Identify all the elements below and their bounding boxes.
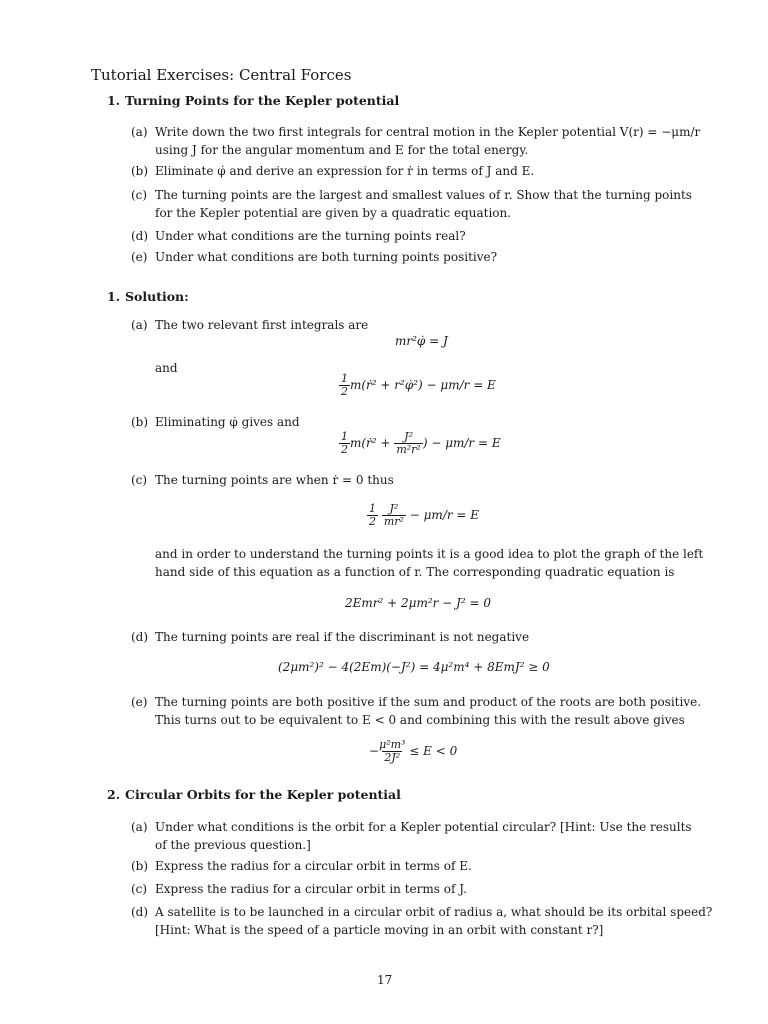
item-label: (d) [131, 905, 149, 919]
item-text: and [155, 361, 178, 375]
item-text: Write down the two first integrals for central motion in the Kepler potential V(r) = −μm/r [155, 125, 701, 139]
item-text: Eliminating φ̇ gives and [155, 415, 300, 429]
section1-number: 1. [107, 93, 121, 108]
item-text: Eliminate φ̇ and derive an expression for ṙ in terms of J and E. [155, 164, 535, 178]
page-title: Tutorial Exercises: Central Forces [91, 66, 352, 84]
item-label: (a) [131, 318, 148, 332]
item-text: [Hint: What is the speed of a particle moving in an orbit with constant r?] [155, 923, 604, 937]
item-label: (c) [131, 188, 148, 202]
equation: $\frac{1}{2}$ m(ṙ² + $\frac{\text{J²}}{\text{m²r²}}$ ) − μm/r = E [341, 430, 501, 456]
equation: $\frac{1}{2}$ $\frac{\text{J²}}{\text{mr²}}$ − μm/r = E [369, 502, 480, 528]
equation: 2Emr² + 2μm²r − J² = 0 [345, 596, 491, 610]
item-text: Express the radius for a circular orbit in terms of J. [155, 882, 467, 896]
item-label: (c) [131, 882, 148, 896]
section2-number: 2. [107, 787, 121, 802]
item-label: (c) [131, 473, 148, 487]
fraction: $\frac{1}{2}$ [369, 502, 376, 528]
item-label: (b) [131, 859, 149, 873]
item-text: The turning points are real if the discriminant is not negative [155, 630, 530, 644]
item-label: (b) [131, 164, 149, 178]
item-label: (e) [131, 695, 148, 709]
item-text: The turning points are both positive if the sum and product of the roots are both positive. [155, 695, 702, 709]
fraction: $\frac{1}{2}$ [341, 372, 348, 398]
solution-number: 1. [107, 289, 121, 304]
solution-heading: Solution: [125, 289, 189, 304]
item-text: of the previous question.] [155, 838, 311, 852]
item-text: and in order to understand the turning points it is a good idea to plot the graph of the left [155, 547, 704, 561]
equation: $\frac{1}{2}$ m(ṙ² + r²φ̇²) − μm/r = E [341, 372, 496, 398]
item-text: Under what conditions is the orbit for a Kepler potential circular? [Hint: Use the results [155, 820, 692, 834]
item-label: (d) [131, 630, 149, 644]
item-text: Express the radius for a circular orbit in terms of E. [155, 859, 472, 873]
fraction: $\frac{1}{2}$ [341, 430, 348, 456]
item-text: Under what conditions are the turning points real? [155, 229, 466, 243]
fraction: $\frac{\text{J²}}{\text{m²r²}}$ [396, 430, 421, 456]
fraction: $\frac{\text{J²}}{\text{mr²}}$ [383, 502, 404, 528]
item-label: (e) [131, 250, 148, 264]
item-label: (b) [131, 415, 149, 429]
item-text: using J for the angular momentum and E for the total energy. [155, 143, 529, 157]
item-text: for the Kepler potential are given by a quadratic equation. [155, 206, 512, 220]
item-text: hand side of this equation as a function of r. The corresponding quadratic equation is [155, 565, 675, 579]
item-text: Under what conditions are both turning points positive? [155, 250, 498, 264]
fraction: $\frac{\text{μ²m³}}{\text{2J²}}$ [379, 738, 406, 764]
section1-heading: Turning Points for the Kepler potential [125, 93, 400, 108]
item-text: The two relevant first integrals are [155, 318, 369, 332]
item-text: A satellite is to be launched in a circular orbit of radius a, what should be its orbital speed? [155, 905, 713, 919]
page-number: 17 [377, 973, 393, 987]
item-text: The turning points are the largest and smallest values of r. Show that the turning points [155, 188, 692, 202]
equation: mr²φ̇ = J [395, 334, 448, 348]
item-label: (d) [131, 229, 149, 243]
section2-heading: Circular Orbits for the Kepler potential [125, 787, 401, 802]
item-text: The turning points are when ṙ = 0 thus [155, 473, 394, 487]
equation: (2μm²)² − 4(2Em)(−J²) = 4μ²m⁴ + 8EmJ² ≥ 0 [278, 660, 550, 674]
equation: − $\frac{\text{μ²m³}}{\text{2J²}}$ ≤ E < 0 [369, 738, 458, 764]
item-label: (a) [131, 820, 148, 834]
item-label: (a) [131, 125, 148, 139]
item-text: This turns out to be equivalent to E < 0 and combining this with the result above gives [155, 713, 685, 727]
